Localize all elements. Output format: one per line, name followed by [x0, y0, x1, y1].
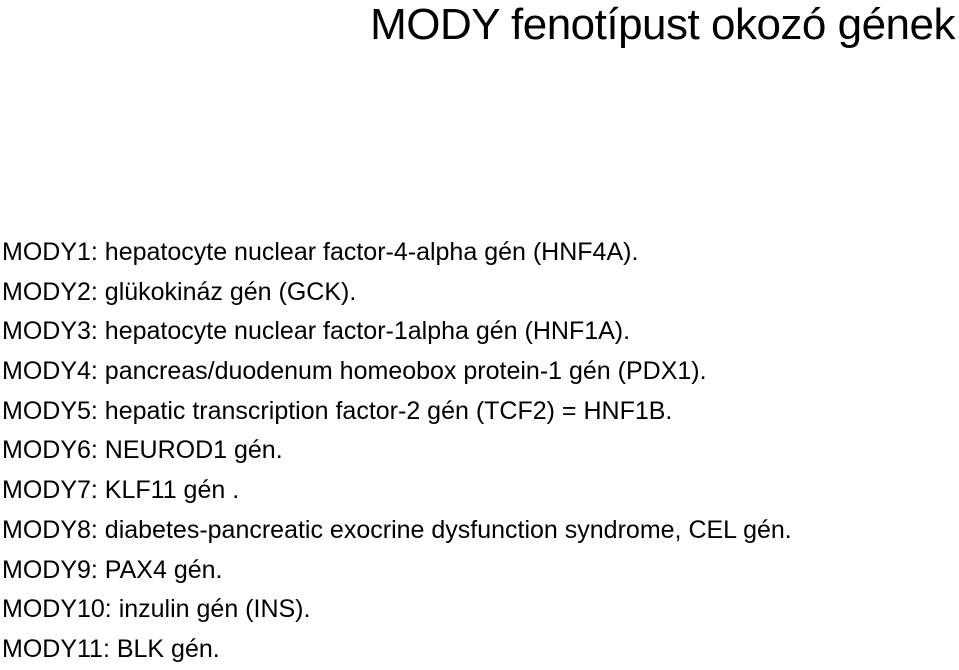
- list-item: MODY10: inzulin gén (INS).: [2, 595, 311, 624]
- list-item: MODY11: BLK gén.: [2, 634, 220, 663]
- slide-title: MODY fenotípust okozó gének: [370, 0, 955, 49]
- list-item: MODY6: NEUROD1 gén.: [2, 436, 283, 465]
- gene-list: [2, 233, 792, 670]
- list-item: MODY9: PAX4 gén.: [2, 555, 223, 584]
- list-item: MODY2: glükokináz gén (GCK).: [2, 277, 357, 306]
- list-item: MODY7: KLF11 gén .: [2, 476, 240, 505]
- list-item: MODY1: hepatocyte nuclear factor-4-alpha gén (HNF4A).: [2, 238, 639, 266]
- list-item: MODY4: pancreas/duodenum homeobox protein-1 gén (PDX1).: [2, 357, 707, 386]
- list-item: MODY5: hepatic transcription factor-2 gén (TCF2) = HNF1B.: [2, 396, 673, 425]
- list-item: MODY3: hepatocyte nuclear factor-1alpha gén (HNF1A).: [2, 317, 631, 346]
- list-item: MODY8: diabetes-pancreatic exocrine dysfunction syndrome, CEL gén.: [2, 515, 792, 544]
